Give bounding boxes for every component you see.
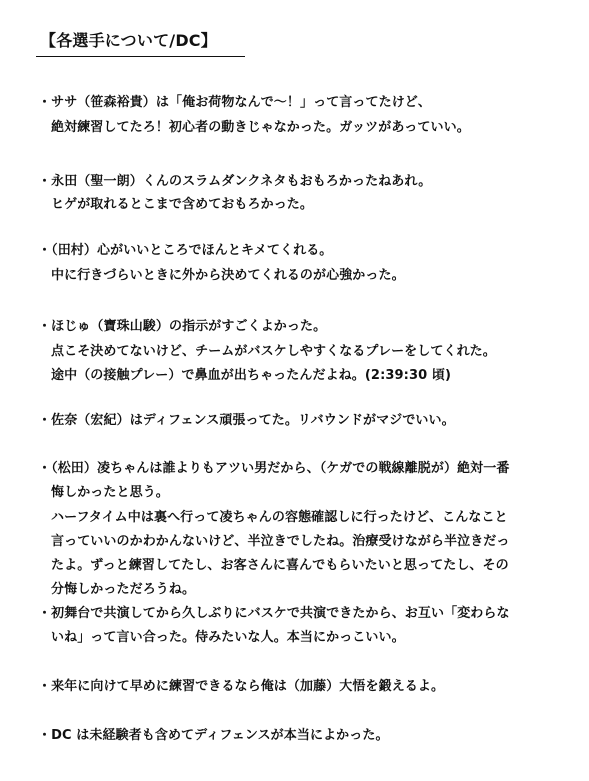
paragraph-line: ハーフタイム中は裏へ行って凌ちゃんの容態確認しに行ったけど、こんなこと [51,510,508,525]
paragraph-line: 点こそ決めてないけど、チームがバスケしやすくなるプレーをしてくれた。 [51,344,496,359]
paragraph-line: 途中（の接触プレー）で鼻血が出ちゃったんだよね。(2:39:30 頃) [51,368,452,383]
paragraph-line: たよ。ずっと練習してたし、お客さんに喜んでもらいたいと思ってたし、その [51,558,509,573]
title-underline [36,56,245,57]
paragraph-line: ・永田（聖一朗）くんのスラムダンクネタもおもろかったねあれ。 [38,174,432,189]
paragraph-line: ・ササ（笹森裕貴）は「俺お荷物なんで～！」って言ってたけど、 [38,95,432,110]
paragraph-line: ・（田村）心がいいところでほんとキメてくれる。 [38,243,333,258]
paragraph-line: 言っていいのかわかんないけど、半泣きでしたね。治療受けながら半泣きだっ [51,534,510,549]
paragraph-line: ・初舞台で共演してから久しぶりにバスケで共演できたから、お互い「変わらな [38,606,510,621]
paragraph-line: ・DC は未経験者も含めてディフェンスが本当によかった。 [38,728,389,743]
paragraph-line: 分悔しかっただろうね。 [51,582,196,597]
paragraph-line: ・ほじゅ（寶珠山駿）の指示がすごくよかった。 [38,319,327,334]
paragraph-line: 中に行きづらいときに外から決めてくれるのが心強かった。 [51,268,405,283]
paragraph-line: ヒゲが取れるとこまで含めておもろかった。 [51,197,314,212]
paragraph-line: ・来年に向けて早めに練習できるなら俺は（加藤）大悟を鍛えるよ。 [38,679,445,694]
paragraph-line: 絶対練習してたろ！初心者の動きじゃなかった。ガッツがあっていい。 [51,120,470,135]
page-title: 【各選手について/DC】 [40,31,217,50]
paragraph-line: いね」って言い合った。侍みたいな人。本当にかっこいい。 [51,630,405,645]
paragraph-line: 悔しかったと思う。 [51,485,169,500]
paragraph-line: ・佐奈（宏紀）はディフェンス頑張ってた。リバウンドがマジでいい。 [38,413,455,428]
paragraph-line: ・（松田）凌ちゃんは誰よりもアツい男だから、（ケガでの戦線離脱が）絶対一番 [38,461,510,476]
